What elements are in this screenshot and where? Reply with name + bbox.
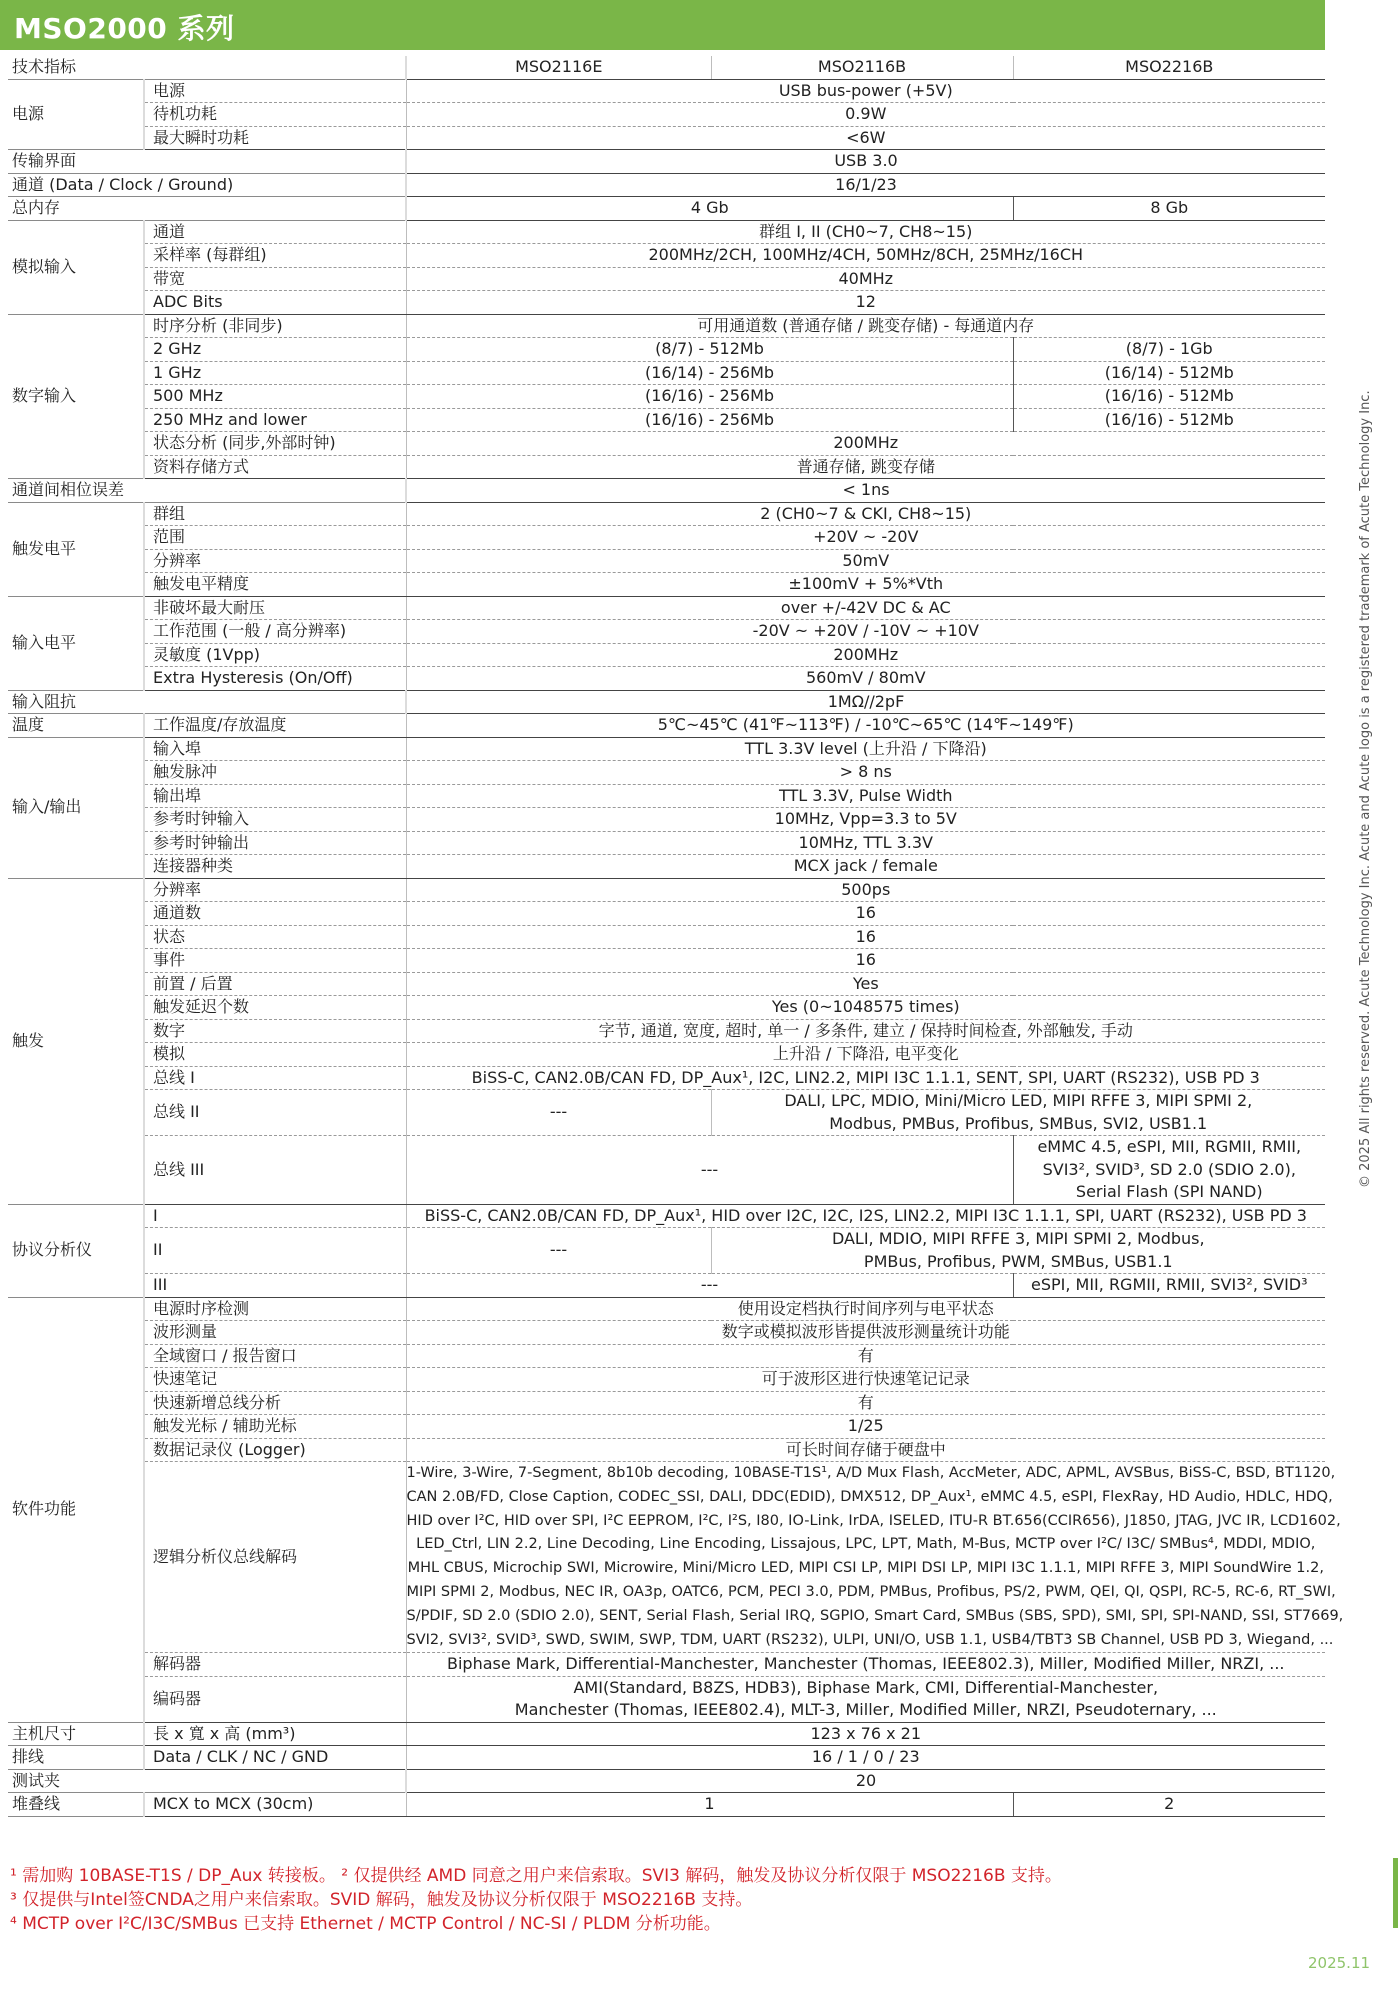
table-row [8, 643, 1325, 667]
row-value: < 1ns [406, 479, 1325, 503]
row-value: 200MHz [406, 432, 1325, 456]
table-row [8, 714, 1325, 738]
table-row [8, 455, 1325, 479]
row-label: 参考时钟输入 [144, 808, 406, 832]
table-row [8, 361, 1325, 385]
row-value: over +/-42V DC & AC [406, 596, 1325, 620]
memory-value-8gb: 8 Gb [1013, 197, 1325, 221]
table-row [8, 1722, 1325, 1746]
row-value: USB 3.0 [406, 150, 1325, 174]
table-row [8, 526, 1325, 550]
decode-line: 1-Wire, 3-Wire, 7-Segment, 8b10b decoding, 10BASE-T1S¹, A/D Mux Flash, AccMeter, ADC, APML, AVSBus, BiSS-C, BSD, BT1120, [406, 1465, 1336, 1481]
table-row [8, 220, 1325, 244]
table-row [8, 761, 1325, 785]
row-label: 分辨率 [144, 878, 406, 902]
model-mso2216b: MSO2216B [1013, 56, 1325, 79]
row-value: 有 [406, 1391, 1325, 1415]
category-temperature: 温度 [8, 714, 144, 738]
stack-value-b: 2 [1013, 1793, 1325, 1817]
page-title: MSO2000 系列 [14, 12, 235, 45]
table-row [8, 1769, 1325, 1793]
spec-sheet [8, 56, 1344, 1817]
row-label: 触发电平精度 [144, 573, 406, 597]
row-label: 事件 [144, 949, 406, 973]
row-label: 快速新增总线分析 [144, 1391, 406, 1415]
row-label: 全域窗口 / 报告窗口 [144, 1344, 406, 1368]
table-row [8, 737, 1325, 761]
table-row [8, 291, 1325, 315]
rate-value-8gb: (8/7) - 1Gb [1013, 338, 1325, 362]
row-label: 输出埠 [144, 784, 406, 808]
table-row [8, 1653, 1325, 1677]
decode-line: MHL CBUS, Microchip SWI, Microwire, Mini/Micro LED, MIPI CSI LP, MIPI DSI LP, MIPI I3C 1.1.1, MIPI RFFE 3, MIPI SoundWire 1.2, [407, 1560, 1324, 1577]
row-value: BiSS-C, CAN2.0B/CAN FD, DP_Aux¹, I2C, LIN2.2, MIPI I3C 1.1.1, SENT, SPI, UART (RS232), USB PD 3 [406, 1066, 1325, 1090]
row-value: -20V ~ +20V / -10V ~ +10V [406, 620, 1325, 644]
rate-value-4gb: (16/16) - 256Mb [406, 408, 1013, 432]
table-header [8, 56, 1325, 79]
row-label: 逻辑分析仪总线解码 [144, 1462, 406, 1653]
protocol2-b-line1: DALI, MDIO, MIPI RFFE 3, MIPI SPMI 2, Modbus, [711, 1228, 1325, 1251]
row-value: 1MΩ//2pF [406, 690, 1325, 714]
table-row [8, 1274, 1325, 1298]
row-label: 工作温度/存放温度 [144, 714, 406, 738]
table-row [8, 103, 1325, 127]
row-label: 输入埠 [144, 737, 406, 761]
category-power: 电源 [8, 79, 144, 150]
row-label: 带宽 [144, 267, 406, 291]
row-value: 500ps [406, 878, 1325, 902]
row-value: 16 [406, 949, 1325, 973]
protocol3-c-value: eSPI, MII, RGMII, RMII, SVI3², SVID³ [1013, 1274, 1325, 1298]
row-label: 波形测量 [144, 1321, 406, 1345]
table-row [8, 1793, 1325, 1817]
row-label: 模拟 [144, 1043, 406, 1067]
category-memory: 总内存 [8, 197, 406, 221]
decode-line: CAN 2.0B/FD, Close Caption, CODEC_SSI, DALI, DDC(EDID), DMX512, DP_Aux¹, eMMC 4.5, eSPI, FlexRay, HD Audio, HDLC, HDQ, [406, 1488, 1333, 1505]
table-row [8, 338, 1325, 362]
row-value: MCX jack / female [406, 855, 1325, 879]
table-row [8, 1136, 1325, 1159]
row-value: Biphase Mark, Differential-Manchester, Manchester (Thomas, IEEE802.3), Miller, Modified Miller, NRZI, ... [406, 1653, 1325, 1677]
footnote: ⁴ MCTP over I²C/I3C/SMBus 已支持 Ethernet / MCTP Control / NC-SI / PLDM 分析功能。 [10, 1914, 721, 1934]
row-label: 状态 [144, 925, 406, 949]
row-label: 触发光标 / 辅助光标 [144, 1415, 406, 1439]
table-row [8, 1746, 1325, 1770]
row-label: 编码器 [144, 1676, 406, 1722]
decode-line: MIPI SPMI 2, Modbus, NEC IR, OA3p, OATC6, PCM, PECI 3.0, PDM, PMBus, Profibus, PS/2, PWM, QEI, QI, QSPI, RC-5, RC-6, RT_SWI, [406, 1583, 1336, 1600]
row-value: 16 [406, 925, 1325, 949]
decode-line: SVI2, SVI3², SVID³, SWD, SWIM, SWP, TDM, UART (RS232), ULPI, UNI/O, USB 1.1, USB4/TBT3 SB Channel, USB PD 3, Wiegand, ... [406, 1631, 1334, 1648]
row-label: I [144, 1204, 406, 1228]
table-row [8, 902, 1325, 926]
table-row [8, 855, 1325, 879]
rate-value-4gb: (16/14) - 256Mb [406, 361, 1013, 385]
protocol3-e-b-value: --- [406, 1274, 1013, 1298]
table-row [8, 596, 1325, 620]
table-row [8, 126, 1325, 150]
bus2-b-line1: DALI, LPC, MDIO, Mini/Micro LED, MIPI RFFE 3, MIPI SPMI 2, [711, 1090, 1325, 1113]
table-row [8, 1368, 1325, 1392]
category-digital: 数字输入 [8, 314, 144, 479]
category-cable: 排线 [8, 1746, 144, 1770]
row-value: <6W [406, 126, 1325, 150]
row-label: 时序分析 (非同步) [144, 314, 406, 338]
row-value: Yes (0~1048575 times) [406, 996, 1325, 1020]
row-value: 16 / 1 / 0 / 23 [406, 1746, 1325, 1770]
table-row [8, 690, 1325, 714]
row-label: 总线 I [144, 1066, 406, 1090]
row-label: 状态分析 (同步,外部时钟) [144, 432, 406, 456]
row-label: 500 MHz [144, 385, 406, 409]
row-value: 字节, 通道, 宽度, 超时, 单一 / 多条件, 建立 / 保持时间检查, 外部触发, 手动 [406, 1019, 1325, 1043]
table-row [8, 784, 1325, 808]
row-label: Data / CLK / NC / GND [144, 1746, 406, 1770]
category-software: 软件功能 [8, 1297, 144, 1722]
category-input-level: 输入电平 [8, 596, 144, 690]
category-trigger: 触发 [8, 878, 144, 1204]
table-row [8, 314, 1325, 338]
table-row [8, 267, 1325, 291]
row-label: 灵敏度 (1Vpp) [144, 643, 406, 667]
row-value: 群组 I, II (CH0~7, CH8~15) [406, 220, 1325, 244]
spec-label: 技术指标 [8, 56, 406, 79]
title-bar [0, 0, 1325, 50]
row-label: 2 GHz [144, 338, 406, 362]
category-trigger-level: 触发电平 [8, 502, 144, 596]
bus2-e-value: --- [406, 1090, 711, 1136]
table-row [8, 173, 1325, 197]
row-label: 参考时钟输出 [144, 831, 406, 855]
table-row [8, 1676, 1325, 1699]
footnote: ³ 仅提供与Intel签CNDA之用户来信索取。SVID 解码，触发及协议分析仅限于 MSO2216B 支持。 [10, 1890, 753, 1910]
table-row [8, 972, 1325, 996]
row-label: 待机功耗 [144, 103, 406, 127]
table-row [8, 573, 1325, 597]
bus2-b-line2: Modbus, PMBus, Profibus, SMBus, SVI2, USB1.1 [711, 1113, 1325, 1136]
category-analog: 模拟输入 [8, 220, 144, 314]
row-label: 通道 [144, 220, 406, 244]
table-row [8, 1391, 1325, 1415]
table-row [8, 408, 1325, 432]
category-transfer: 传输界面 [8, 150, 406, 174]
row-label: 触发脉冲 [144, 761, 406, 785]
row-value: 50mV [406, 549, 1325, 573]
decode-line: HID over I²C, HID over SPI, I²C EEPROM, I²C, I²S, I80, IO-Link, IrDA, ISELED, ITU-R BT.656(CCIR656), J1850, JTAG, JVC IR, LCD1602, [406, 1512, 1341, 1529]
rate-value-8gb: (16/16) - 512Mb [1013, 385, 1325, 409]
encoder-line2: Manchester (Thomas, IEEE802.4), MLT-3, Miller, Modified Miller, NRZI, Pseudoternary, ... [406, 1699, 1325, 1722]
accent-bar [1393, 1858, 1398, 1928]
model-mso2116b: MSO2116B [711, 56, 1013, 79]
table-row [8, 385, 1325, 409]
bus3-e-b-value: --- [406, 1136, 1013, 1205]
row-value: 5℃~45℃ (41℉~113℉) / -10℃~65℃ (14℉~149℉) [406, 714, 1325, 738]
table-row [8, 79, 1325, 103]
row-value: +20V ~ -20V [406, 526, 1325, 550]
table-row [8, 1297, 1325, 1321]
bus3-c-line1: eMMC 4.5, eSPI, MII, RGMII, RMII, [1013, 1136, 1325, 1159]
table-row [8, 1228, 1325, 1251]
row-value: TTL 3.3V, Pulse Width [406, 784, 1325, 808]
row-label: II [144, 1228, 406, 1274]
table-row [8, 1066, 1325, 1090]
table-row [8, 197, 1325, 221]
copyright-text: © 2025 All rights reserved. Acute Technology Inc. Acute and Acute logo is a registered trademark of Acute Technology Inc. [1358, 390, 1373, 1188]
row-label: 最大瞬时功耗 [144, 126, 406, 150]
row-label: MCX to MCX (30cm) [144, 1793, 406, 1817]
table-row [8, 1043, 1325, 1067]
row-value: 10MHz, Vpp=3.3 to 5V [406, 808, 1325, 832]
table-row [8, 1090, 1325, 1113]
table-row [8, 502, 1325, 526]
row-label: 工作范围 (一般 / 高分辨率) [144, 620, 406, 644]
table-row [8, 1415, 1325, 1439]
table-row [8, 244, 1325, 268]
table-row [8, 1204, 1325, 1228]
footnote: ¹ 需加购 10BASE-T1S / DP_Aux 转接板。 ² 仅提供经 AMD 同意之用户来信索取。SVI3 解码，触发及协议分析仅限于 MSO2216B 支持。 [10, 1866, 1062, 1886]
row-label: 总线 II [144, 1090, 406, 1136]
protocol2-b-line2: PMBus, Profibus, PWM, SMBus, USB1.1 [711, 1251, 1325, 1274]
row-label: 非破坏最大耐压 [144, 596, 406, 620]
category-protocol: 协议分析仪 [8, 1204, 144, 1297]
row-label: 总线 III [144, 1136, 406, 1205]
table-row [8, 150, 1325, 174]
row-value: 有 [406, 1344, 1325, 1368]
row-label: 250 MHz and lower [144, 408, 406, 432]
row-value: 1/25 [406, 1415, 1325, 1439]
row-label: 数据记录仪 (Logger) [144, 1438, 406, 1462]
row-value: ±100mV + 5%*Vth [406, 573, 1325, 597]
row-value: USB bus-power (+5V) [406, 79, 1325, 103]
table-row [8, 949, 1325, 973]
row-label: 群组 [144, 502, 406, 526]
row-value: 12 [406, 291, 1325, 315]
table-row [8, 1462, 1325, 1653]
row-value: 可长时间存储于硬盘中 [406, 1438, 1325, 1462]
rate-value-8gb: (16/16) - 512Mb [1013, 408, 1325, 432]
table-row [8, 432, 1325, 456]
table-row [8, 831, 1325, 855]
table-row [8, 1321, 1325, 1345]
row-label: 長 x 寬 x 高 (mm³) [144, 1722, 406, 1746]
row-value: 16 [406, 902, 1325, 926]
table-row [8, 549, 1325, 573]
rate-value-4gb: (8/7) - 512Mb [406, 338, 1013, 362]
row-label: 触发延迟个数 [144, 996, 406, 1020]
row-label: III [144, 1274, 406, 1298]
table-row [8, 1344, 1325, 1368]
row-value: 16/1/23 [406, 173, 1325, 197]
table-row [8, 996, 1325, 1020]
memory-value-4gb: 4 Gb [406, 197, 1013, 221]
table-row [8, 808, 1325, 832]
table-row [8, 925, 1325, 949]
row-value: TTL 3.3V level (上升沿 / 下降沿) [406, 737, 1325, 761]
row-label: 电源 [144, 79, 406, 103]
row-label: 数字 [144, 1019, 406, 1043]
category-dimensions: 主机尺寸 [8, 1722, 144, 1746]
decode-line: S/PDIF, SD 2.0 (SDIO 2.0), SENT, Serial Flash, Serial IRQ, SGPIO, Smart Card, SMBus (SBS, SPD), SMI, SPI, SPI-NAND, SSI, ST7669, [406, 1607, 1344, 1624]
row-label: ADC Bits [144, 291, 406, 315]
row-label: 范围 [144, 526, 406, 550]
encoder-line1: AMI(Standard, B8ZS, HDB3), Biphase Mark, CMI, Differential-Manchester, [406, 1676, 1325, 1699]
model-mso2116e: MSO2116E [406, 56, 711, 79]
row-label: 快速笔记 [144, 1368, 406, 1392]
footnotes [10, 1864, 1062, 1936]
category-stack: 堆叠线 [8, 1793, 144, 1817]
row-label: 前置 / 后置 [144, 972, 406, 996]
row-value: Yes [406, 972, 1325, 996]
table-row [8, 878, 1325, 902]
row-value: 普通存储, 跳变存储 [406, 455, 1325, 479]
row-label: 通道数 [144, 902, 406, 926]
table-row [8, 1438, 1325, 1462]
row-value: 20 [406, 1769, 1325, 1793]
bus3-c-line3: Serial Flash (SPI NAND) [1013, 1181, 1325, 1204]
row-label: 电源时序检测 [144, 1297, 406, 1321]
bus3-c-line2: SVI3², SVID³, SD 2.0 (SDIO 2.0), [1013, 1159, 1325, 1182]
category-channels: 通道 (Data / Clock / Ground) [8, 173, 406, 197]
protocol2-e-value: --- [406, 1228, 711, 1274]
category-skew: 通道间相位误差 [8, 479, 406, 503]
category-clips: 测试夹 [8, 1769, 406, 1793]
row-label: 分辨率 [144, 549, 406, 573]
spec-table [8, 56, 1344, 1817]
row-value: 2 (CH0~7 & CKI, CH8~15) [406, 502, 1325, 526]
rate-value-4gb: (16/16) - 256Mb [406, 385, 1013, 409]
row-value: 560mV / 80mV [406, 667, 1325, 691]
rate-value-8gb: (16/14) - 512Mb [1013, 361, 1325, 385]
row-value: 40MHz [406, 267, 1325, 291]
row-label: 资料存储方式 [144, 455, 406, 479]
row-value: BiSS-C, CAN2.0B/CAN FD, DP_Aux¹, HID over I2C, I2C, I2S, LIN2.2, MIPI I3C 1.1.1, SPI, UART (RS232), USB PD 3 [406, 1204, 1325, 1228]
row-value: 可用通道数 (普通存储 / 跳变存储) - 每通道内存 [406, 314, 1325, 338]
row-value: 数字或模拟波形皆提供波形测量统计功能 [406, 1321, 1325, 1345]
row-value: > 8 ns [406, 761, 1325, 785]
row-label: 解码器 [144, 1653, 406, 1677]
row-value: 上升沿 / 下降沿, 电平变化 [406, 1043, 1325, 1067]
table-row [8, 667, 1325, 691]
table-row [8, 1019, 1325, 1043]
category-io: 输入/输出 [8, 737, 144, 878]
row-value: 0.9W [406, 103, 1325, 127]
revision-date: 2025.11 [1308, 1954, 1371, 1972]
decode-line: LED_Ctrl, LIN 2.2, Line Decoding, Line Encoding, Lissajous, LPC, LPT, Math, M-Bus, MCTP over I²C/ I3C/ SMBus⁴, MDDI, MDIO, [416, 1536, 1316, 1553]
row-value: 200MHz/2CH, 100MHz/4CH, 50MHz/8CH, 25MHz/16CH [406, 244, 1325, 268]
row-label: 1 GHz [144, 361, 406, 385]
row-label: Extra Hysteresis (On/Off) [144, 667, 406, 691]
category-impedance: 输入阻抗 [8, 690, 406, 714]
row-value: 123 x 76 x 21 [406, 1722, 1325, 1746]
row-label: 采样率 (每群组) [144, 244, 406, 268]
row-value: 10MHz, TTL 3.3V [406, 831, 1325, 855]
table-row [8, 479, 1325, 503]
row-value: 可于波形区进行快速笔记记录 [406, 1368, 1325, 1392]
table-row [8, 620, 1325, 644]
row-value: 200MHz [406, 643, 1325, 667]
stack-value-a: 1 [406, 1793, 1013, 1817]
decode-list [406, 1462, 1344, 1653]
row-value: 使用设定档执行时间序列与电平状态 [406, 1297, 1325, 1321]
row-label: 连接器种类 [144, 855, 406, 879]
